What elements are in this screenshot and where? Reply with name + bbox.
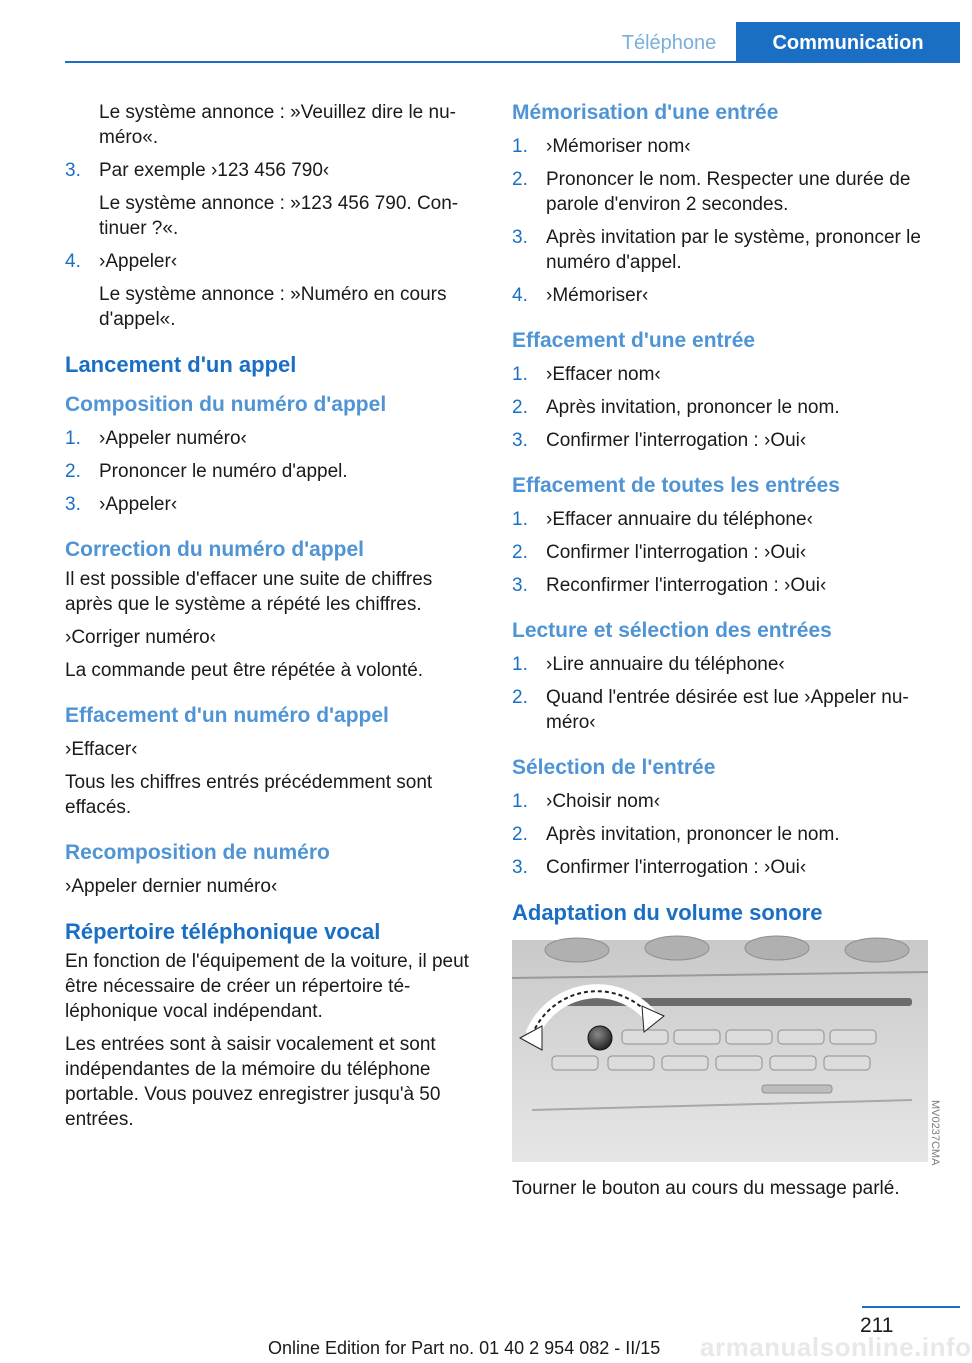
- footer-rule: [862, 1306, 960, 1308]
- edition-footer: Online Edition for Part no. 01 40 2 954 082 - II/15: [268, 1338, 661, 1358]
- subsection-heading: Composition du numéro d'appel: [65, 393, 387, 416]
- image-code: MV0237CMA: [929, 1100, 941, 1166]
- step-number: 2.: [512, 397, 528, 418]
- image-caption: Tourner le bouton au cours du message parlé.: [512, 1178, 900, 1199]
- step-text: ›Lire annuaire du téléphone‹: [546, 654, 785, 675]
- tab-telephone[interactable]: Téléphone: [621, 32, 717, 54]
- paragraph: Tous les chiffres entrés précédemment sont effacés.: [65, 772, 433, 818]
- step-text: Quand l'entrée désirée est lue ›Appeler nu‐méro‹: [546, 687, 909, 733]
- step-note: Le système annonce : »123 456 790. Con‐tinuer ?«.: [99, 193, 459, 239]
- list-item: [512, 507, 932, 532]
- tab-communication[interactable]: Communication: [736, 22, 960, 62]
- section-heading: Adaptation du volume sonore: [512, 900, 823, 925]
- paragraph: ›Corriger numéro‹: [65, 627, 216, 648]
- paragraph: Les entrées sont à saisir vocalement et sont indépendantes de la mémoire du téléphone portable. Vous pouvez enregistrer jusqu'à 50 entrées.: [65, 1034, 441, 1130]
- step-number: 2.: [512, 824, 528, 845]
- step-text: ›Effacer annuaire du téléphone‹: [546, 509, 813, 530]
- step-note: Le système annonce : »Numéro en cours d'appel«.: [99, 284, 447, 330]
- subsection-heading: Effacement d'une entrée: [512, 329, 756, 352]
- step-text: Confirmer l'interrogation : ›Oui‹: [546, 857, 807, 878]
- step-number: 3.: [512, 857, 528, 878]
- step-number: 2.: [512, 542, 528, 563]
- list-item: [512, 134, 932, 159]
- list-item: [512, 225, 932, 275]
- watermark: armanualsonline.info: [700, 1332, 972, 1362]
- list-item: [512, 685, 932, 735]
- section-heading: Lancement d'un appel: [65, 352, 297, 377]
- step-number: 3.: [65, 494, 81, 515]
- step-text: ›Appeler‹: [99, 251, 178, 272]
- list-item: [512, 283, 932, 308]
- intro-text: Le système annonce : »Veuillez dire le nu‐méro«.: [99, 102, 456, 148]
- step-number: 3.: [512, 575, 528, 596]
- left-column: [65, 100, 475, 1140]
- list-item: [512, 789, 932, 814]
- step-text: Prononcer le numéro d'appel.: [99, 461, 348, 482]
- step-number: 3.: [512, 430, 528, 451]
- subsection-heading: Mémorisation d'une entrée: [512, 101, 779, 124]
- step-text: ›Appeler numéro‹: [99, 428, 247, 449]
- volume-knob-photo: [512, 940, 941, 1166]
- subsection-heading: Effacement d'un numéro d'appel: [65, 704, 389, 727]
- step-number: 1.: [512, 364, 528, 385]
- list-item: [512, 855, 932, 880]
- step-number: 3.: [65, 160, 81, 181]
- step-text: Reconfirmer l'interrogation : ›Oui‹: [546, 575, 827, 596]
- section-heading: Répertoire téléphonique vocal: [65, 919, 381, 944]
- list-item: [65, 158, 475, 183]
- subsection-heading: Sélection de l'entrée: [512, 756, 716, 779]
- step-number: 4.: [512, 285, 528, 306]
- list-item: [512, 428, 932, 453]
- step-text: Par exemple ›123 456 790‹: [99, 160, 330, 181]
- paragraph: Il est possible d'effacer une suite de chiffres après que le système a répété les chiffres.: [65, 569, 433, 615]
- step-text: Après invitation, prononcer le nom.: [546, 824, 840, 845]
- step-text: ›Appeler‹: [99, 494, 178, 515]
- step-number: 1.: [512, 654, 528, 675]
- list-item: [65, 249, 475, 274]
- step-text: Confirmer l'interrogation : ›Oui‹: [546, 542, 807, 563]
- step-number: 2.: [512, 169, 528, 190]
- step-number: 2.: [512, 687, 528, 708]
- step-number: 1.: [512, 509, 528, 530]
- step-text: Après invitation, prononcer le nom.: [546, 397, 840, 418]
- step-text: ›Mémoriser‹: [546, 285, 649, 306]
- dashboard-illustration: [512, 940, 941, 1166]
- step-text: Confirmer l'interrogation : ›Oui‹: [546, 430, 807, 451]
- step-text: ›Choisir nom‹: [546, 791, 661, 812]
- step-number: 1.: [512, 791, 528, 812]
- step-number: 2.: [65, 461, 81, 482]
- paragraph: ›Effacer‹: [65, 739, 138, 760]
- page-number: 211: [860, 1314, 894, 1337]
- subsection-heading: Lecture et sélection des entrées: [512, 619, 832, 642]
- step-text: ›Effacer nom‹: [546, 364, 661, 385]
- step-number: 1.: [65, 428, 81, 449]
- step-number: 4.: [65, 251, 81, 272]
- subsection-heading: Correction du numéro d'appel: [65, 538, 365, 561]
- list-item: [65, 492, 475, 517]
- step-number: 3.: [512, 227, 528, 248]
- volume-knob-icon: [588, 1026, 612, 1050]
- step-text: ›Mémoriser nom‹: [546, 136, 691, 157]
- list-item: [512, 362, 932, 387]
- list-item: [65, 459, 475, 484]
- paragraph: La commande peut être répétée à volonté.: [65, 660, 424, 681]
- step-text: Prononcer le nom. Respecter une durée de parole d'environ 2 secondes.: [546, 169, 911, 215]
- list-item: [512, 395, 932, 420]
- step-text: Après invitation par le système, prononcer le numéro d'appel.: [546, 227, 921, 273]
- right-column: [512, 100, 941, 1209]
- list-item: [512, 573, 932, 598]
- step-number: 1.: [512, 136, 528, 157]
- list-item: [512, 540, 932, 565]
- subsection-heading: Effacement de toutes les entrées: [512, 474, 840, 497]
- list-item: [65, 426, 475, 451]
- list-item: [512, 167, 932, 217]
- subsection-heading: Recomposition de numéro: [65, 841, 330, 864]
- list-item: [512, 652, 932, 677]
- paragraph: En fonction de l'équipement de la voiture, il peut être nécessaire de créer un répertoire té‐léphonique vocal indépendant.: [65, 951, 469, 1022]
- paragraph: ›Appeler dernier numéro‹: [65, 876, 278, 897]
- list-item: [512, 822, 932, 847]
